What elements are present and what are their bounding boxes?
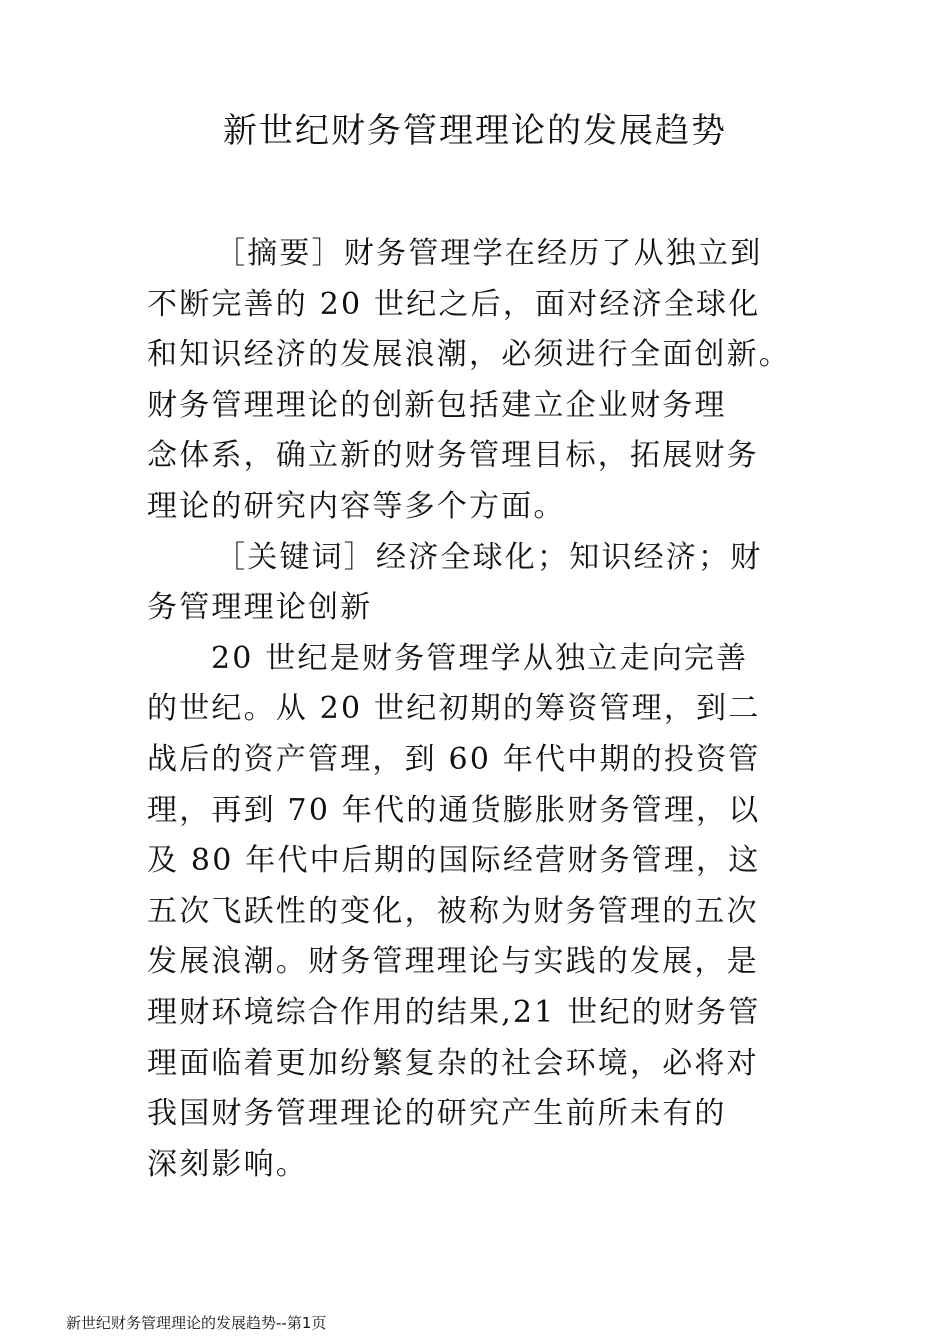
paragraph-line: 的世纪。从 20 世纪初期的筹资管理，到二 <box>147 691 761 727</box>
paragraph-line: 20 世纪是财务管理学从独立走向完善 <box>211 640 749 676</box>
abstract-line: 不断完善的 20 世纪之后，面对经济全球化 <box>147 286 761 322</box>
paragraph-line: 发展浪潮。财务管理理论与实践的发展，是 <box>147 944 759 980</box>
paragraph-line: 深刻影响。 <box>147 1146 308 1182</box>
keywords-line: ［关键词］经济全球化；知识经济；财 <box>215 539 763 575</box>
paragraph-line: 理，再到 70 年代的通货膨胀财务管理，以 <box>147 792 761 828</box>
paragraph-line: 理面临着更加纷繁复杂的社会环境，必将对 <box>147 1045 759 1081</box>
paragraph-line: 及 80 年代中后期的国际经营财务管理，这 <box>147 843 761 879</box>
paragraph-line: 战后的资产管理，到 60 年代中期的投资管 <box>147 741 761 777</box>
abstract-line: 财务管理理论的创新包括建立企业财务理 <box>147 387 727 423</box>
keywords-line: 务管理理论创新 <box>147 590 373 626</box>
paragraph-line: 五次飞跃性的变化，被称为财务管理的五次 <box>147 893 759 929</box>
document-title: 新世纪财务管理理论的发展趋势 <box>223 111 727 151</box>
abstract-line: 和知识经济的发展浪潮，必须进行全面创新。 <box>147 337 791 373</box>
abstract-line: 念体系，确立新的财务管理目标，拓展财务 <box>147 438 759 474</box>
document-body <box>147 229 837 1190</box>
page-footer: 新世纪财务管理理论的发展趋势--第1页 <box>66 1314 327 1332</box>
abstract-line: 理论的研究内容等多个方面。 <box>147 488 566 524</box>
paragraph-line: 理财环境综合作用的结果,21 世纪的财务管 <box>147 994 761 1030</box>
paragraph-line: 我国财务管理理论的研究产生前所未有的 <box>147 1096 727 1132</box>
abstract-line: ［摘要］财务管理学在经历了从独立到 <box>215 236 763 271</box>
